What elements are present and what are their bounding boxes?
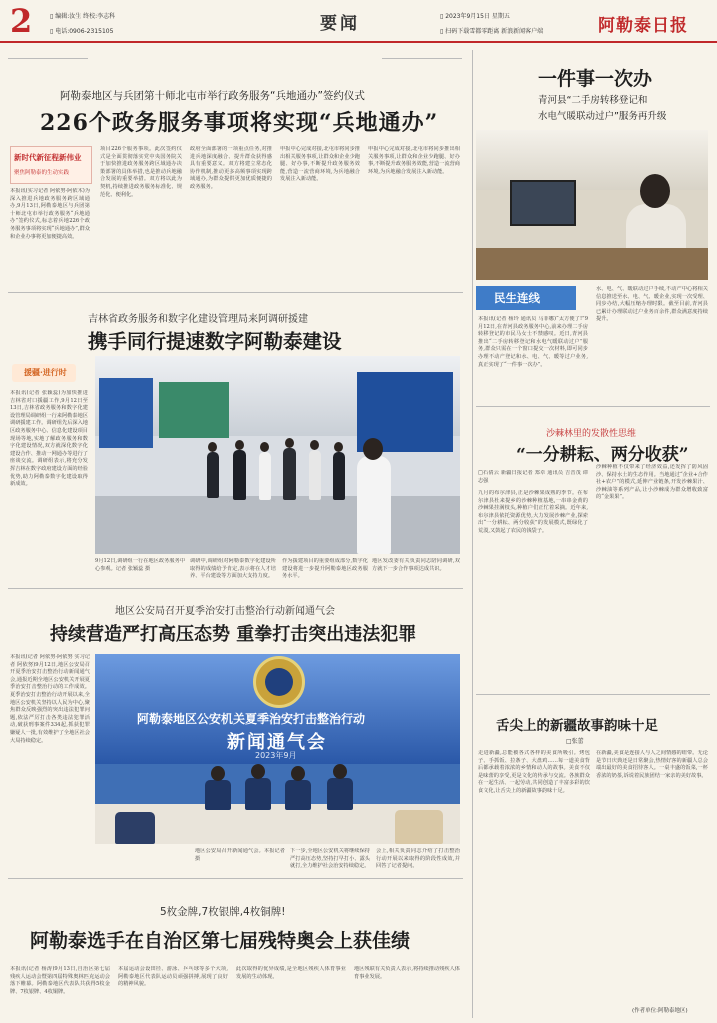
article3-col1: 本报讯(记者 阿依努·阿依努 实习记者 阿依努)9月12日,地区公安局召开夏季治安打击整治行动新闻通气会,通报近期全地区公安机关开展夏季治安打击整治行动的工作成效。夏季治安打击整治行动开展以来,全地区公安机关坚持以人民为中心,聚焦群众反映强烈的突出违法犯罪问题,依法严厉打击各类违法犯罪活动,破获刑事案件334起,抓获犯罪嫌疑人一批,有效维护了全地区社会大局持续稳定。 [10,654,90,744]
divider [8,878,463,879]
person-head [208,442,217,452]
article4-kicker: 5枚金牌,7枚银牌,4枚铜牌! [160,906,286,918]
phone-box-icon: ▯ [50,28,56,35]
officer [327,778,353,810]
divider [476,406,710,407]
masthead [0,0,717,42]
article2-col2: 调研中,调研组对阿勒泰数字化建设所取得的成绩给予肯定,表示将在人才培养、平台建设等方面加大支持力度。 [190,558,276,580]
officer [245,778,271,810]
person [333,452,345,500]
article1-badge [10,146,92,184]
date-box-icon: ▯ [440,13,446,20]
frame-top-left [8,58,88,59]
officer-head [211,766,225,781]
article2-caption: 9月12日,调研组一行在地区政务服务中心参观。记者 张颖蕊 摄 [95,558,185,572]
officer [285,780,311,810]
person [309,450,321,500]
audience [115,812,155,844]
section-title: 要闻 [320,14,360,34]
person [283,448,296,500]
right-article-qinghe [476,50,712,400]
newspaper-logo: 阿勒泰日报 [598,16,688,36]
article4-col3: 此次取得的优异成绩,是全地区残疾人体育事业发展的生动体现。 [236,966,346,980]
article1-col4: 申报中心完成对接,北屯市将同步推出相关服务事项,让群众和企业少跑腿、好办事,不断提升政务服务效能,营造一流营商环境,为兵地融合发展注入新动能。 [280,146,360,183]
article1-col1: 本报讯(实习记者 阿依努·阿依木)为深入推进兵地政务服务跨区域通办,9月13日,阿勒泰地区与兵团第十师北屯市举行政务服务“兵地通办”签约仪式,标志着兵地226个政务服务事项将实现“兵地通办”,群众和企业办事将更加便捷高效。 [10,188,90,240]
right2-kicker: 沙棘林里的发散性思维 [546,429,637,439]
photo-screen-left [99,378,153,448]
article2-col1: 本报讯(记者 张颖蕊)为加快推进吉林省对口援疆工作,9月12日至13日,吉林省政务服务和数字化建设管理局调研组一行来阿勒泰地区调研援建工作。调研组先后深入地区政务服务中心、信息化建设项目现场等地,实地了解政务服务和数字化建设情况,双方就深化数字化建设合作、推动一网通办等进行了座谈交流。调研组表示,将充分发挥吉林在数字政府建设方面的经验优势,助力阿勒泰数字化建设取得新成效。 [10,390,88,488]
right3-signoff: (作者单位:阿勒泰地区) [632,1008,688,1014]
masthead-rule [0,41,717,43]
screen-date: 2023年9月 [255,751,297,760]
divider [8,292,463,293]
article2-col4: 地区发改委有关负责同志陪同调研,双方就下一步合作事项达成共识。 [372,558,460,572]
article1-kicker: 阿勒泰地区与兵团第十师北屯市举行政务服务“兵地通办”签约仪式 [60,90,365,102]
column-separator [472,50,473,1018]
article3-col2: 下一步,全地区公安机关将继续保持严打高压态势,坚持打早打小、露头就打,全力维护社会治安持续稳定。 [290,848,370,870]
officer-head [291,766,305,781]
right3-byline: □张蕾 [566,738,584,745]
divider [476,694,710,695]
presenter [357,456,391,554]
counter [476,248,708,280]
right-article-seabuckthorn [476,406,712,688]
phone-line: ▯ 电话:0906-2315105 [50,28,114,35]
person-head [334,442,343,452]
article1-col5: 申报中心完成对接,北屯市将同步推出相关服务事项,让群众和企业少跑腿、好办事,不断提升政务服务效能,营造一流营商环境,为兵地融合发展注入新动能。 [368,146,460,175]
person [233,450,246,500]
right1-photo [476,130,708,280]
article4-col2: 本届运动会设田径、游泳、乒乓球等多个大项,阿勒泰地区代表队运动员顽强拼搏,展现了良好的精神风貌。 [118,966,228,988]
article3-caption: 地区公安局召开新闻通气会。本报记者 摄 [195,848,285,862]
article4-col4: 地区残联有关负责人表示,将持续推动残疾人体育事业发展。 [354,966,460,980]
tag-minsheng [476,286,576,310]
person-head [260,442,269,452]
right3-col2: 在新疆,美食是连接人与人之间情感的纽带。无论是节日庆典还是日常聚会,热情好客的新疆人总会端出最好的美食招待客人。一桌丰盛的饭菜,一杯香浓的奶茶,诉说着民族团结一家亲的美好故事。 [596,750,708,779]
monitor [510,180,576,226]
right2-col2: 沙棘种植不仅带来了经济效益,还发挥了防风固沙、保持水土的生态作用。当地通过“企业+合作社+农户”的模式,延伸产业链条,开发沙棘果汁、沙棘油等系列产品,让小沙棘成为群众增收致富的“金果果”。 [596,464,708,501]
officer [205,780,231,810]
officer-head [251,764,265,779]
person-head [310,440,319,450]
right-article-food [476,694,712,1018]
right2-col1: 九月的布尔津县,正是沙棘果成熟的季节。在布尔津县杜来提乡的沙棘种植基地,一串串金黄的沙棘果挂满枝头,种植户们正忙着采摘。近年来,布尔津县依托资源优势,大力发展沙棘产业,探索出“一分耕耘、两分收获”的发展模式,既绿化了荒漠,又鼓起了农民的钱袋子。 [478,490,588,534]
article3-photo [95,654,460,844]
article2-col3: 作为援建项目的重要组成部分,数字化建设将进一步提升阿勒泰地区政务服务水平。 [282,558,368,580]
tag-text: 民生连线 [494,291,540,305]
person-head [235,440,244,450]
right1-col1: 本报讯(记者 杨玲 通讯员 马菲娜)“太方便了!”9月12日,在青河县政务服务中心,前来办理二手房转移登记的市民马女士不禁感叹。近日,青河县推出“二手房转移登记和水电气暖联动过户”服务,群众只需在一个窗口提交一次材料,即可同步办理不动产登记和水、电、气、暖等过户业务,真正实现了“一件事一次办”。 [478,316,588,368]
article4-headline: 阿勒泰选手在自治区第七届残特奥会上获佳绩 [30,930,411,952]
page-number: 2 [10,2,33,40]
article2-photo [95,356,460,554]
person [207,452,219,498]
editor-line: ▯ 编辑:汝生 终校:李志科 [50,13,116,20]
article-paralympics [0,878,470,1018]
police-emblem-center [265,668,293,696]
officer-head [333,764,347,779]
badge-line2: 聚焦阿勒泰的生动实践 [14,170,70,176]
article4-col1: 本报讯(记者 杨涛)9月13日,自治区第七届残疾人运动会暨第四届特殊奥林匹克运动会落下帷幕。阿勒泰地区代表队共获得5枚金牌、7枚银牌、4枚铜牌。 [10,966,110,995]
article3-col3: 会上,相关负责同志介绍了打击整治行动开展以来取得的阶段性成效,并回答了记者提问。 [376,848,460,870]
scan-line: ▯ 扫码下载雪都零距离 新浪新闻客户端 [440,28,544,35]
presenter-head [363,438,383,460]
article2-headline: 携手同行提速数字阿勒泰建设 [88,330,342,353]
article3-kicker: 地区公安局召开夏季治安打击整治行动新闻通气会 [115,606,335,617]
right1-sub1: 青河县“二手房转移登记和 [538,95,648,106]
date-line: ▯ 2023年9月15日 星期五 [440,13,510,20]
person-head [285,438,294,448]
badge-text: 援疆·进行时 [24,367,67,377]
badge-line1: 新时代新征程新伟业 [14,153,82,162]
editor-box-icon: ▯ [50,13,56,20]
right1-headline: 一件事一次办 [538,68,653,90]
screen-line1: 阿勒泰地区公安机关夏季治安打击整治行动 [137,712,366,726]
right3-headline: 舌尖上的新疆故事韵味十足 [496,718,658,734]
right2-headline: “一分耕耘、两分收获” [516,445,689,465]
article1-col2: 项目226个服务事项。此次签约仪式是全面贯彻落实党中央国务院关于加快推进政务服务跨区域通办决策部署的具体举措,也是推动兵地融合发展的重要举措。双方将以此为契机,持续推进政务服务标准化、规范化、便利化。 [100,146,182,198]
right1-sub2: 水电气暖联动过户”服务再升级 [538,111,667,122]
right1-col2: 水、电、气、暖联动过户手续,不动产中心将相关信息推送至水、电、气、暖企业,实现一次受理、同步办结,大幅压缩办理时限。截至目前,青河县已累计办理联动过户业务百余件,群众满意度持续提升。 [596,286,708,323]
divider [8,588,463,589]
screen-line2: 新闻通气会 [227,732,327,753]
article1-headline: 226个政务服务事项将实现“兵地通办” [40,110,439,136]
article1-col3: 政府全面部署的一项重点任务,对推进兵地深度融合、提升群众获得感具有重要意义。双方将建立常态化协作机制,推动更多高频事项实现跨域通办,为群众提供更加优质便捷的政务服务。 [190,146,272,190]
article-jilin [0,292,470,582]
photo-floor [95,496,460,554]
scan-box-icon: ▯ [440,28,446,35]
right3-col1: 走进新疆,总能被各式各样的美食所吸引。烤包子、手抓饭、拉条子、大盘鸡……每一道美食背后都承载着浓浓的乡情和动人的故事。美食不仅是味蕾的享受,更是文化的传承与交流。各族群众在一起生活、一起劳动,共同创造了丰富多彩的饮食文化,让舌尖上的新疆故事韵味十足。 [478,750,590,794]
frame-top-right [382,58,462,59]
article-bingtong [0,58,470,288]
photo-screen-green [159,382,229,438]
article2-kicker: 吉林省政务服务和数字化建设管理局来阿调研援建 [88,314,308,325]
audience [395,810,443,844]
clerk-head [640,174,670,208]
right2-byline: □石倩云 新疆日报记者 郑卓 通讯员 吉晋茂 谭志强 [478,470,588,484]
article3-headline: 持续营造严打高压态势 重拳打击突出违法犯罪 [50,624,417,645]
article2-badge [12,364,76,382]
person [259,452,271,500]
article-police [0,588,470,873]
